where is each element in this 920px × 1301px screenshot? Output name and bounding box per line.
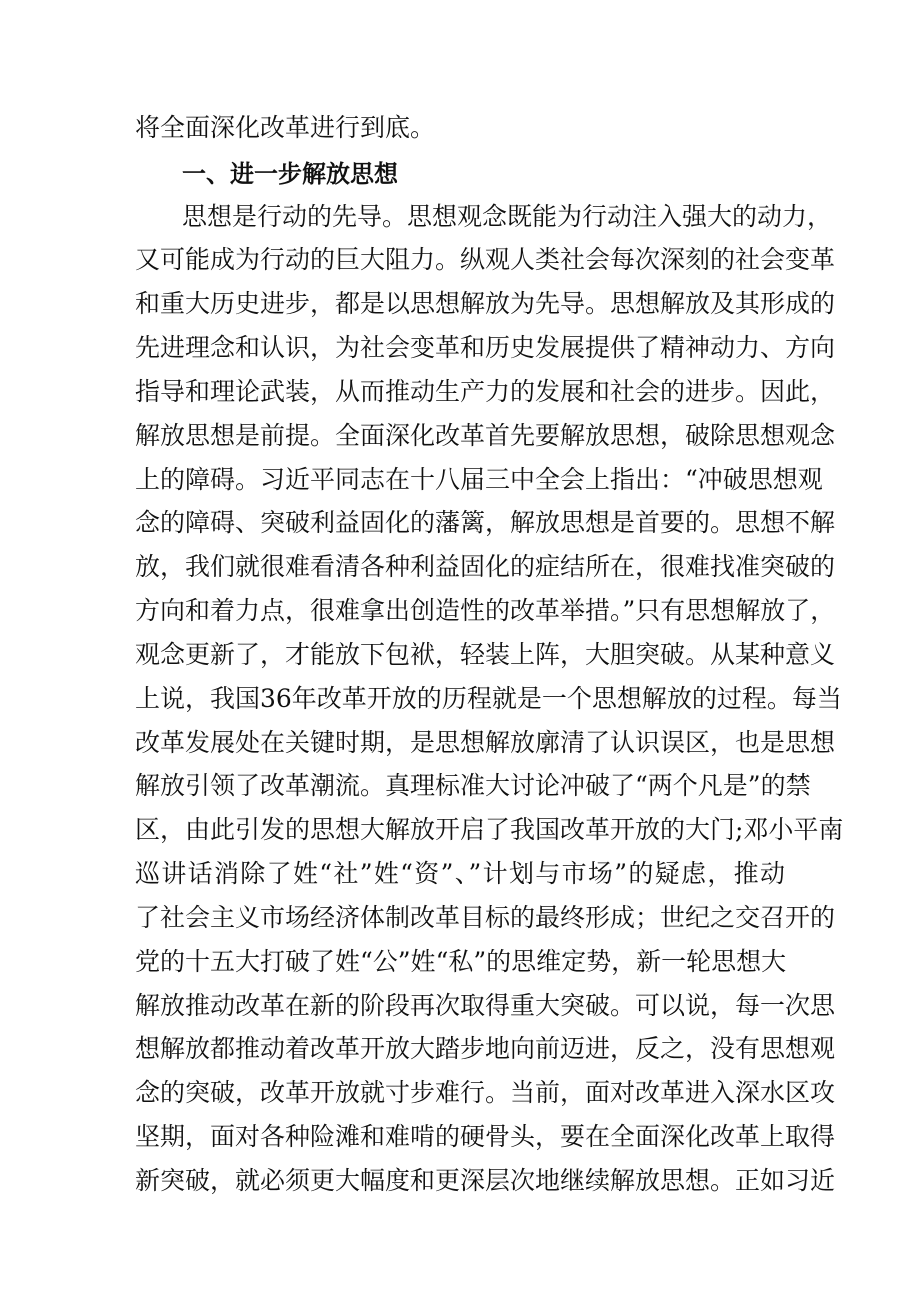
paragraph-line: 了社会主义市场经济体制改革目标的最终形成；世纪之交召开的: [135, 903, 836, 932]
section-heading: 一、进一步解放思想: [182, 160, 398, 188]
paragraph-line: 想解放都推动着改革开放大踏步地向前迈进，反之，没有思想观: [135, 1034, 836, 1063]
paragraph-line: 党的十五大打破了姓“公”姓“私”的思维定势，新一轮思想大: [135, 947, 787, 976]
paragraph-line: 解放思想是前提。全面深化改革首先要解放思想，破除思想观念: [135, 421, 836, 450]
intro-line: 将全面深化改革进行到底。: [135, 113, 436, 142]
paragraph-line: 巡讲话消除了姓“社”姓“资”、”计划与市场”的疑虑，推动: [135, 859, 785, 888]
paragraph-line: 解放推动改革在新的阶段再次取得重大突破。可以说，每一次思: [135, 991, 836, 1020]
paragraph-line: 上的障碍。习近平同志在十八届三中全会上指出：“冲破思想观: [135, 465, 823, 494]
paragraph-line: 又可能成为行动的巨大阻力。纵观人类社会每次深刻的社会变革: [135, 245, 836, 274]
paragraph-line: 念的障碍、突破利益固化的藩篱，解放思想是首要的。思想不解: [135, 508, 836, 537]
paragraph-line: 方向和着力点，很难拿出创造性的改革举措。”只有思想解放了，: [135, 596, 836, 625]
paragraph-line: 解放引领了改革潮流。真理标准大讨论冲破了“两个凡是”的禁: [135, 771, 811, 800]
paragraph-line: 放，我们就很难看清各种利益固化的症结所在，很难找准突破的: [135, 552, 836, 581]
paragraph-line: 观念更新了，才能放下包袱，轻装上阵，大胆突破。从某种意义: [135, 640, 836, 669]
paragraph-line: 上说，我国36年改革开放的历程就是一个思想解放的过程。每当: [135, 684, 842, 713]
paragraph-line: 念的突破，改革开放就寸步难行。当前，面对改革进入深水区攻: [135, 1078, 836, 1107]
paragraph-line: 和重大历史进步，都是以思想解放为先导。思想解放及其形成的: [135, 289, 836, 318]
paragraph-line: 区，由此引发的思想大解放开启了我国改革开放的大门;邓小平南: [135, 815, 844, 844]
paragraph-line: 思想是行动的先导。思想观念既能为行动注入强大的动力，: [182, 202, 833, 231]
paragraph-line: 坚期，面对各种险滩和难啃的硬骨头，要在全面深化改革上取得: [135, 1122, 836, 1151]
paragraph-line: 指导和理论武装，从而推动生产力的发展和社会的进步。因此，: [135, 377, 836, 406]
paragraph-line: 新突破，就必须更大幅度和更深层次地继续解放思想。正如习近: [135, 1166, 836, 1195]
paragraph-line: 先进理念和认识，为社会变革和历史发展提供了精神动力、方向: [135, 333, 836, 362]
paragraph-line: 改革发展处在关键时期，是思想解放廓清了认识误区，也是思想: [135, 728, 836, 757]
